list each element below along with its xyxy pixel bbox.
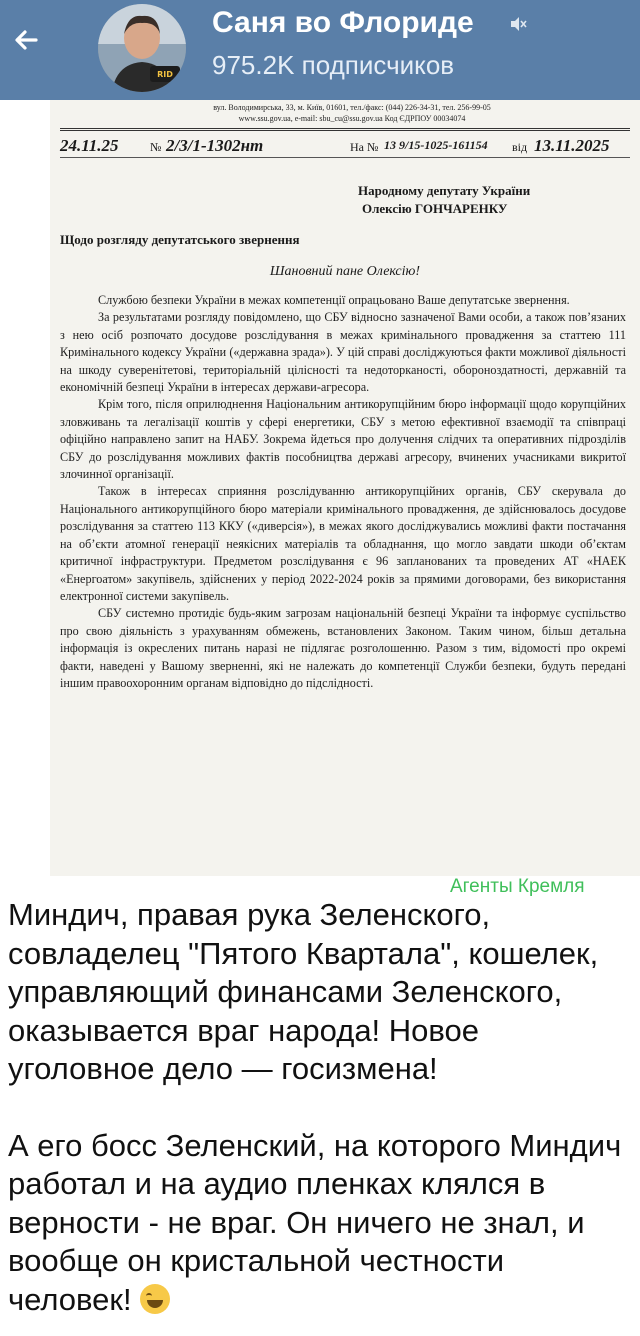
ref-underline (60, 157, 630, 158)
letter-paragraph: Службою безпеки України в межах компетенції опрацьовано Ваше депутатське звернення. (98, 293, 570, 307)
letterhead-address: вул. Володимирська, 33, м. Київ, 01601, тел./факс: (044) 226-34-31, тел. 256-99-05 www.ssu.gov.ua, e-mail: sbu_cu@ssu.gov.ua Код ЄДРПОУ 00034074 (213, 103, 491, 123)
svg-text:RID: RID (157, 70, 173, 79)
letter-body (60, 292, 626, 692)
ref-date: 24.11.25 (60, 136, 119, 155)
muted-speaker-icon (508, 14, 528, 34)
arrow-left-icon (6, 18, 50, 62)
ref-number-label: № (150, 140, 162, 154)
divider (60, 130, 630, 131)
channel-avatar[interactable] (98, 4, 186, 92)
back-button[interactable] (6, 18, 50, 62)
watermark-signature: Агенты Кремля (450, 876, 585, 897)
ref-on-label: На № (350, 140, 379, 154)
ref-from-label: від (512, 140, 528, 154)
letter-paragraph: За результатами розгляду повідомлено, що СБУ відносно зазначеної Вами особи, а також пов’язаних з нею осіб розпочато досудове розслідування в межах кримінального провадження за статтею 111 Кримінального кодексу України («державна зрада»). У цій справі досліджуються факти можливої діяльності на шкоду суверенітетові, територіальній цілісності та недоторканості, обороноздатності, державній та економічній безпеці України в інтересах держави-агресора. (60, 310, 626, 395)
laughing-emoji-icon (140, 1284, 170, 1314)
channel-header (0, 0, 640, 100)
letter-paragraph: Крім того, після оприлюднення Національним антикорупційним бюро інформації щодо корупційних зловживань та легалізації коштів у сфері енергетики, СБУ з метою ефективної взаємодії та співпраці офіційно направлено запит на НАБУ. Зокрема йдеться про долучення слідчих та оперативних підрозділів СБУ до розслідування можливих фактів пособництва державі агресору, вчинених учасниками викритої злочинної організації. (60, 397, 626, 482)
addressee: Народному депутату України Олексію ГОНЧАРЕНКУ (358, 183, 531, 216)
letter-paragraph: СБУ системно протидіє будь-яким загрозам національній безпеці України та інформує суспільство про свою діяльність з урахуванням обмежень, встановлених Законом. Таким чином, більш детальна інформація із окреслених питань наразі не підлягає розголошенню. Разом з тим, відомості про окремі факти, наведені у Вашому зверненні, які не належать до компетенції Служби безпеки, будуть передані іншим правоохоронним органам відповідно до підслідності. (60, 606, 626, 690)
subscriber-count: 975.2K подписчиков (212, 50, 455, 80)
ref-from-date: 13.11.2025 (534, 136, 610, 155)
ref-number: 2/3/1-1302нт (166, 136, 264, 155)
channel-title[interactable]: Саня во Флориде (212, 6, 474, 39)
letter-greeting: Шановний пане Олексію! (269, 264, 421, 279)
post-paragraph: Миндич, правая рука Зеленского, совладелец "Пятого Квартала", кошелек, управляющий финансами Зеленского, оказывается враг народа! Новое уголовное дело — госизмена! (8, 897, 599, 1086)
letter-paragraph: Також в інтересах сприяння розслідуванню антикорупційних органів, СБУ скерувала до Національного антикорупційного бюро матеріали кримінального провадження, де здійснювалось досудове розслідування за статтею 113 ККУ («диверсія»), в межах якого досліджувались можливі факти постачання на об’єкти атомної генерації неякісних матеріалів та обладнання, що могло завдати шкоди об’єктам критичної інфраструктури. Предметом розслідування є 96 запланованих та проведених АТ «НАЕК «Енергоатом» закупівель, здійснених у період 2022-2024 років за прямими договорами, без використання електронної системи закупівель. (60, 484, 626, 603)
divider (60, 128, 630, 129)
post-text (8, 896, 632, 1319)
ref-on-number: 13 9/15-1025-161154 (384, 138, 488, 152)
letter-subject: Щодо розгляду депутатського звернення (60, 232, 300, 247)
post-paragraph: А его босс Зеленский, на которого Миндич работал и на аудио пленках клялся в верности - не враг. Он ничего не знал, и вообще он кристальной честности человек! (8, 1127, 622, 1317)
letter-document[interactable] (50, 100, 640, 876)
